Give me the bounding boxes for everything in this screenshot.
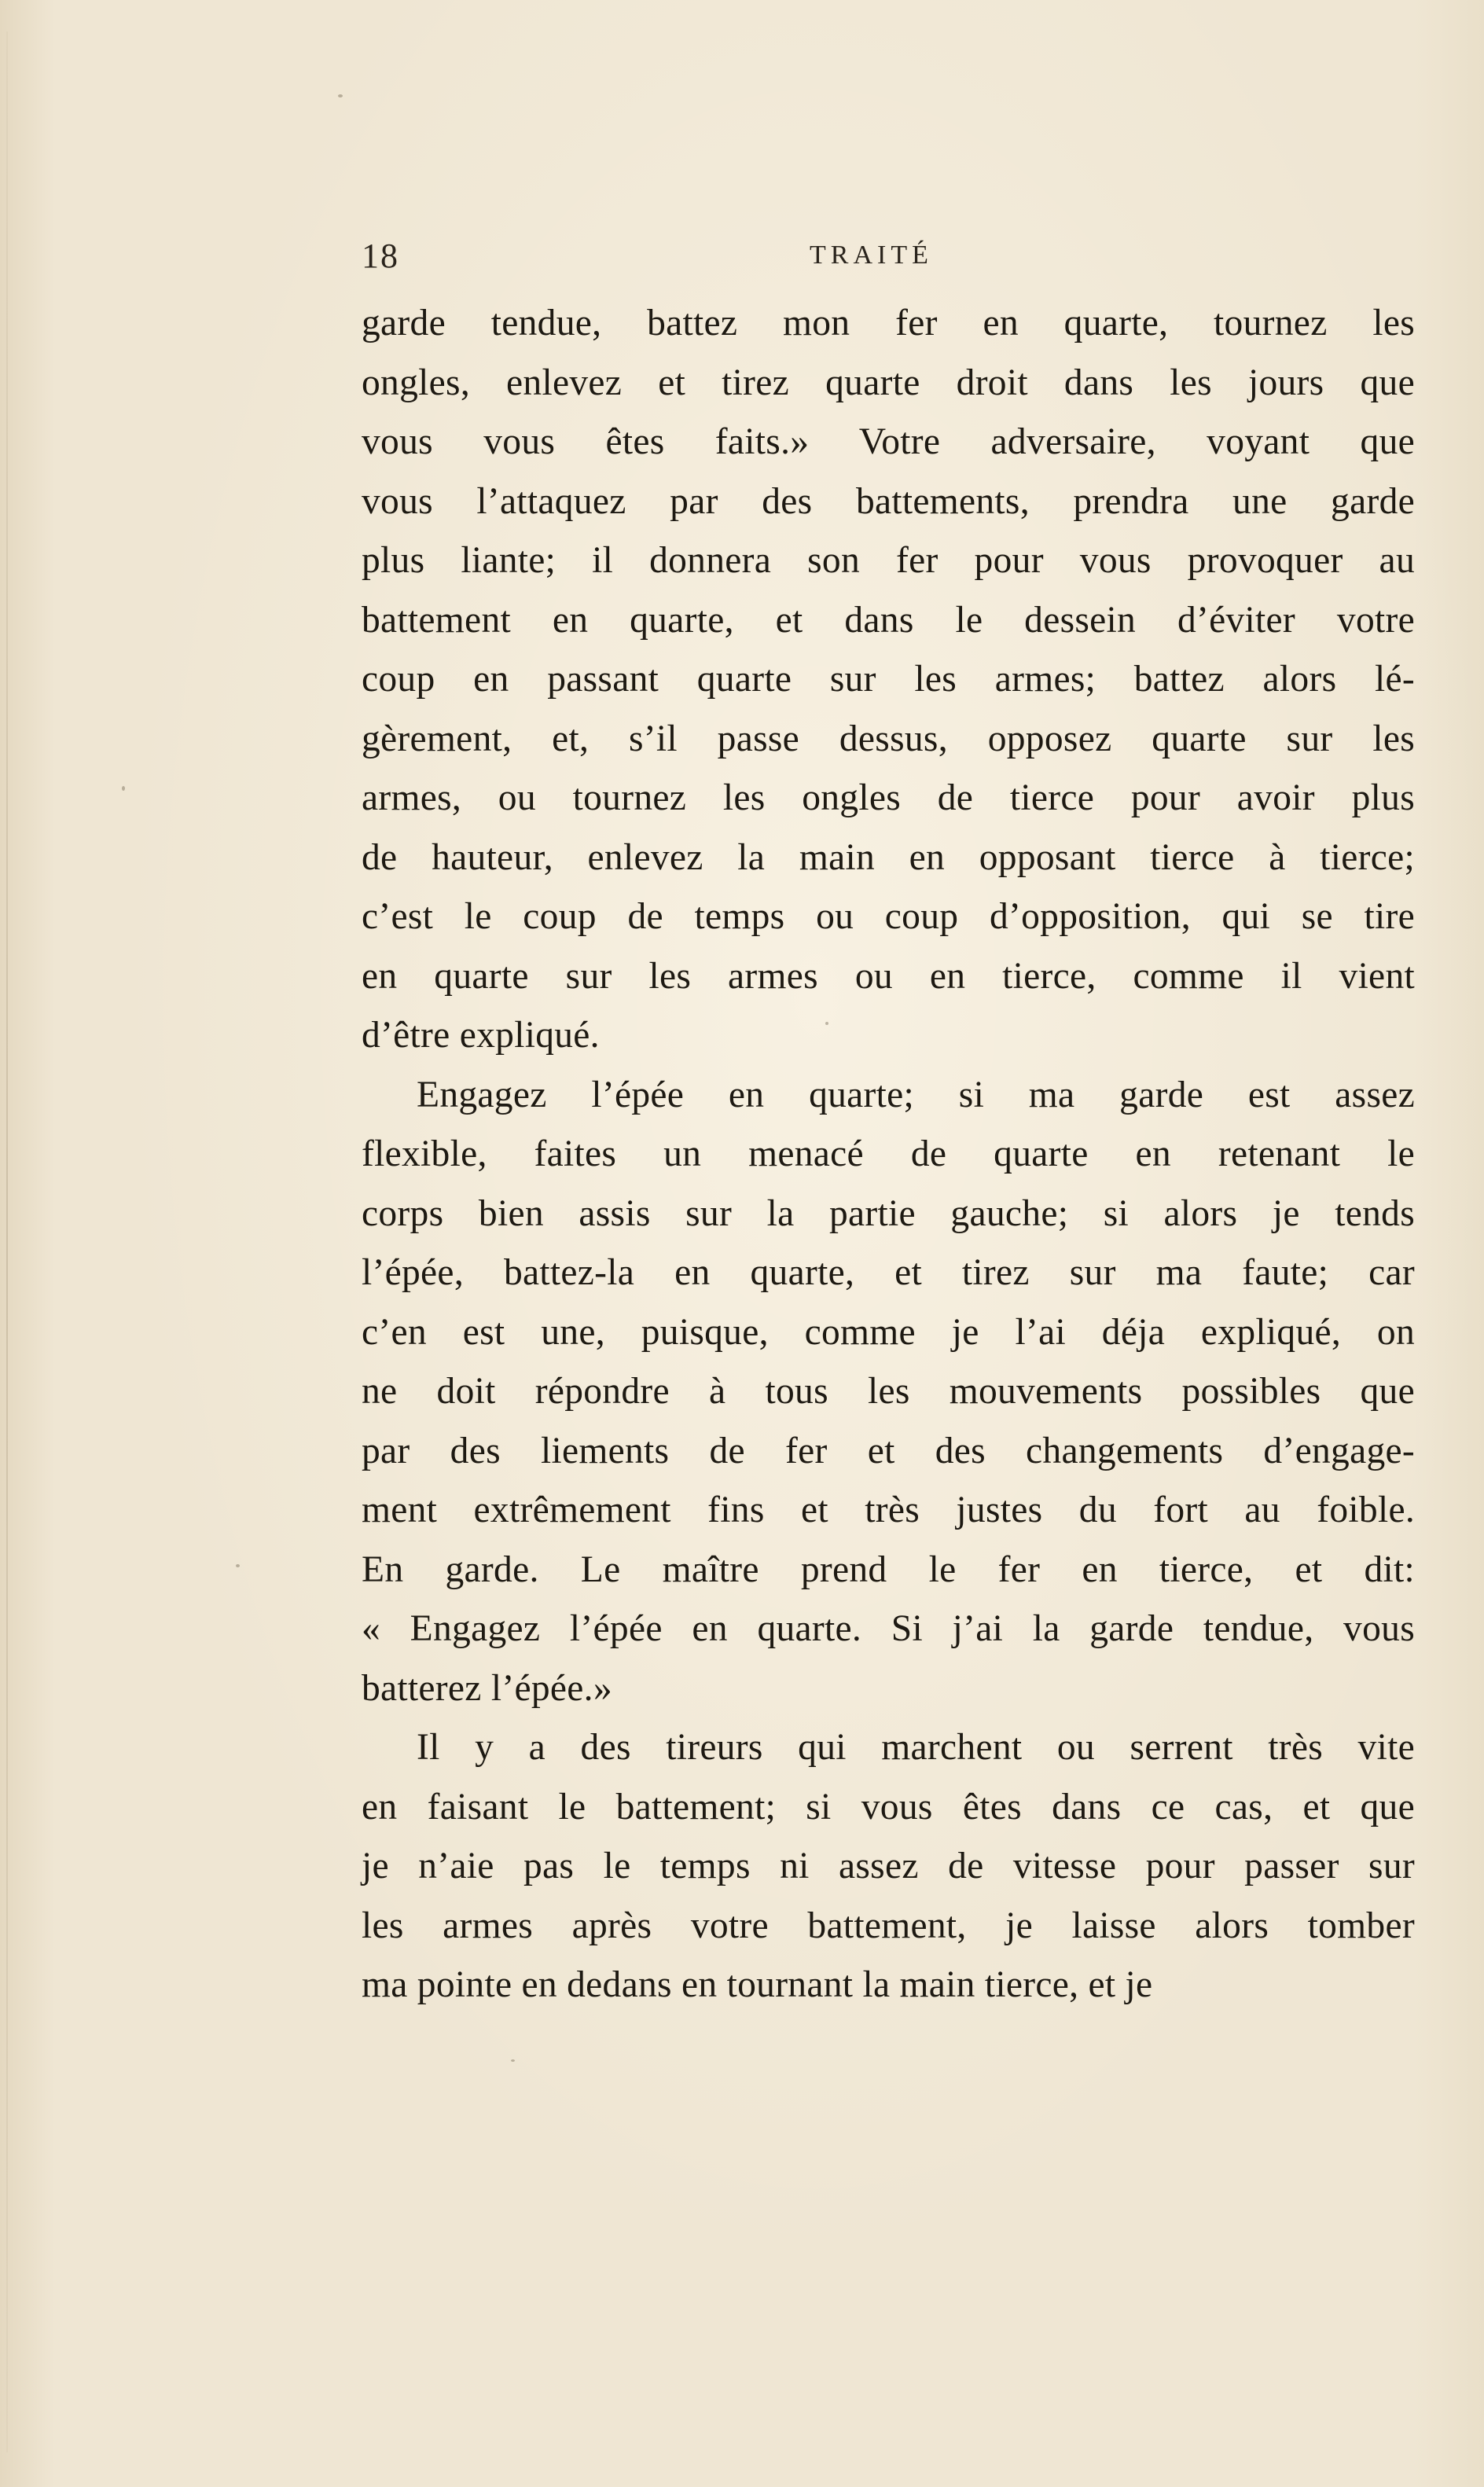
running-head: TRAITÉ [810,241,933,270]
text-line: armes, ou tournez les ongles de tierce pour avoir plus [362,777,1415,818]
text-line: garde tendue, battez mon fer en quarte, tournez les [362,303,1415,343]
text-line: c’est le coup de temps ou coup d’opposition, qui se tire [362,896,1415,937]
text-line: Il y a des tireurs qui marchent ou serrent très vite [417,1727,1415,1768]
page-gutter-edge [6,31,8,2452]
paper-speck [338,94,343,97]
paper-speck [511,2059,515,2062]
text-line: ongles, enlevez et tirez quarte droit dans les jours que [362,362,1415,403]
text-line: gèrement, et, s’il passe dessus, opposez quarte sur les [362,718,1415,759]
text-line: Engagez l’épée en quarte; si ma garde est assez [417,1074,1415,1115]
text-line: « Engagez l’épée en quarte. Si j’ai la garde tendue, vous [362,1608,1415,1649]
text-line: vous l’attaquez par des battements, prendra une garde [362,480,1415,522]
text-line: par des liements de fer et des changements d’engage- [362,1430,1415,1471]
text-line: d’être expliqué. [362,1015,600,1056]
page-number: 18 [362,237,399,275]
paragraph [362,1066,1415,1719]
text-line: les armes après votre battement, je laisse alors tomber [362,1905,1415,1946]
text-line: batterez l’épée.» [362,1667,612,1709]
paper-speck [122,786,125,791]
text-line: plus liante; il donnera son fer pour vous provoquer au [362,540,1415,581]
text-line: ment extrêmement fins et très justes du fort au foible. [362,1490,1415,1530]
text-line: corps bien assis sur la partie gauche; si alors je tends [362,1192,1415,1234]
text-line: En garde. Le maître prend le fer en tierce, et dit: [362,1548,1415,1590]
paragraph [362,1718,1415,2015]
text-line: de hauteur, enlevez la main en opposant tierce à tierce; [362,836,1415,878]
body-text [362,294,1415,2015]
page-header [362,236,1415,283]
text-line: battement en quarte, et dans le dessein d’éviter votre [362,599,1415,641]
paper-speck [825,1022,828,1025]
text-line: en faisant le battement; si vous êtes dans ce cas, et que [362,1786,1415,1828]
text-line: coup en passant quarte sur les armes; battez alors lé- [362,659,1415,700]
text-line: ma pointe en dedans en tournant la main tierce, et je [362,1964,1153,2005]
text-line: flexible, faites un menacé de quarte en retenant le [362,1133,1415,1174]
text-line: c’en est une, puisque, comme je l’ai déja expliqué, on [362,1311,1415,1353]
paper-speck [236,1564,240,1567]
text-line: vous vous êtes faits.» Votre adversaire, voyant que [362,421,1415,462]
text-line: je n’aie pas le temps ni assez de vitesse pour passer sur [362,1846,1415,1886]
text-line: ne doit répondre à tous les mouvements possibles que [362,1371,1415,1412]
text-line: en quarte sur les armes ou en tierce, comme il vient [362,955,1415,997]
paragraph [362,294,1415,1066]
text-line: l’épée, battez-la en quarte, et tirez sur ma faute; car [362,1252,1415,1293]
